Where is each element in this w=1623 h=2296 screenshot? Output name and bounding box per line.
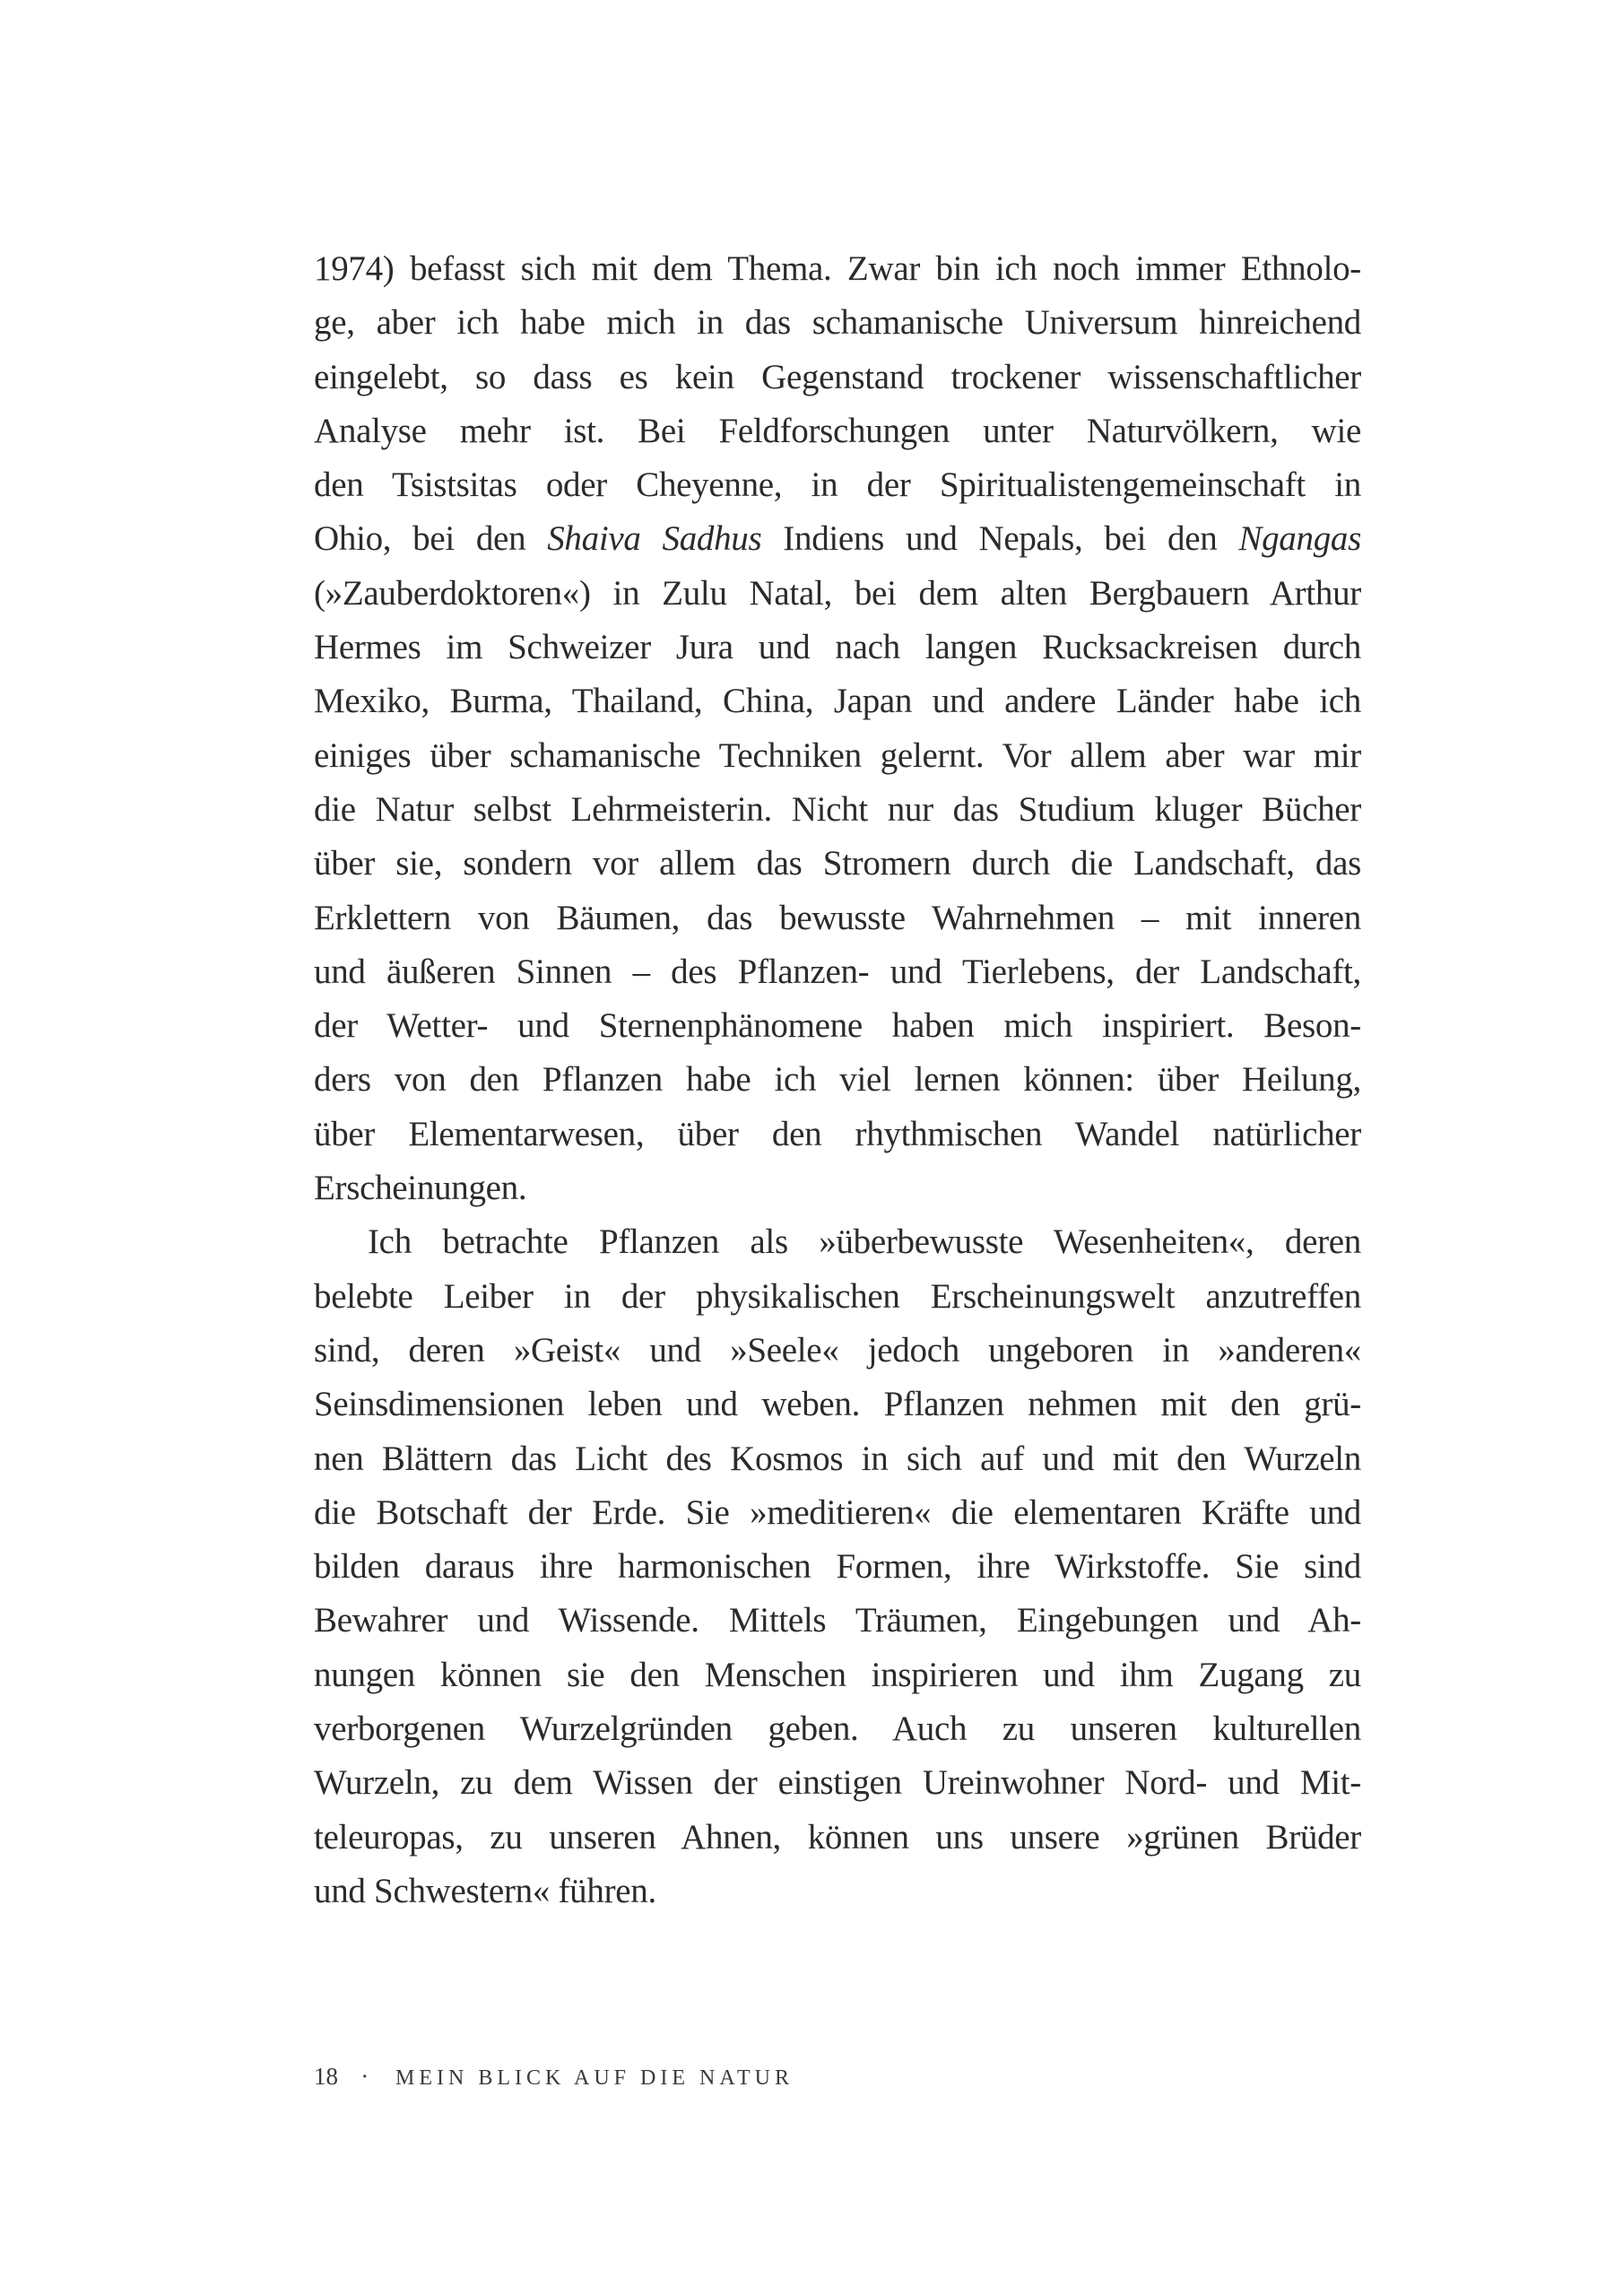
text-line [314, 512, 1361, 566]
text-run: Mexiko, Burma, Thailand, China, Japan und andere Länder habe ich [314, 682, 1361, 721]
page-footer [314, 2063, 794, 2091]
page-number: 18 [314, 2063, 338, 2090]
text-run: die Natur selbst Lehrmeisterin. Nicht nur das Studium kluger Bücher [314, 789, 1361, 829]
text-line [314, 1108, 1361, 1161]
text-line [314, 458, 1361, 512]
text-run: einiges über schamanische Techniken gelernt. Vor allem aber war mir [314, 735, 1361, 775]
text-run: und äußeren Sinnen – des Pflanzen- und Tierlebens, der Landschaft, [314, 952, 1361, 991]
text-line [314, 1215, 1361, 1269]
text-run: verborgenen Wurzelgründen geben. Auch zu unseren kulturellen [314, 1709, 1361, 1749]
text-run: Analyse mehr ist. Bei Feldforschungen unter Naturvölkern, wie [314, 411, 1361, 450]
italic-term: Ngangas [1238, 519, 1361, 559]
text-line [314, 296, 1361, 350]
text-run: Hermes im Schweizer Jura und nach langen Rucksackreisen durch [314, 628, 1361, 667]
text-line [314, 1324, 1361, 1378]
running-title: MEIN BLICK AUF DIE NATUR [395, 2066, 794, 2090]
italic-term: Shaiva Sadhus [547, 519, 762, 559]
text-line [314, 999, 1361, 1053]
text-line [314, 1432, 1361, 1486]
text-run: Erklettern von Bäumen, das bewusste Wahrnehmen – mit inneren [314, 898, 1361, 937]
text-line [314, 1648, 1361, 1702]
text-run: (»Zauberdoktoren«) in Zulu Natal, bei dem alten Bergbauern Arthur [314, 573, 1361, 613]
text-run: Erscheinungen. [314, 1169, 527, 1208]
text-run: belebte Leiber in der physikalischen Erscheinungswelt anzutreffen [314, 1276, 1361, 1316]
text-line [314, 242, 1361, 296]
text-line [314, 1540, 1361, 1594]
footer-separator: · [360, 2063, 373, 2090]
text-run: eingelebt, so dass es kein Gegenstand trockener wissenschaftlicher [314, 357, 1361, 396]
text-line [314, 1270, 1361, 1324]
text-line [314, 567, 1361, 621]
text-line [314, 729, 1361, 783]
text-run: Ich betrachte Pflanzen als »überbewusste Wesenheiten«, deren [368, 1222, 1361, 1262]
text-run: Bewahrer und Wissende. Mittels Träumen, Eingebungen und Ah- [314, 1601, 1361, 1640]
text-line [314, 1053, 1361, 1107]
text-line [314, 674, 1361, 728]
text-run: über Elementarwesen, über den rhythmischen Wandel natürlicher [314, 1114, 1361, 1153]
text-line [314, 1865, 1361, 1918]
text-run: teleuropas, zu unseren Ahnen, können uns unsere »grünen Brüder [314, 1817, 1361, 1857]
text-run: Seinsdimensionen leben und weben. Pflanzen nehmen mit den grü- [314, 1385, 1361, 1424]
text-line [314, 1594, 1361, 1648]
paragraph [314, 1215, 1361, 1918]
text-run: sind, deren »Geist« und »Seele« jedoch ungeboren in »anderen« [314, 1330, 1361, 1370]
text-run: den Tsistsitas oder Cheyenne, in der Spiritualistengemeinschaft in [314, 465, 1361, 505]
text-run: die Botschaft der Erde. Sie »meditieren« die elementaren Kräfte und [314, 1492, 1361, 1532]
text-run: ge, aber ich habe mich in das schamanische Universum hinreichend [314, 303, 1361, 343]
text-line [314, 351, 1361, 404]
text-line [314, 1486, 1361, 1540]
text-run: Wurzeln, zu dem Wissen der einstigen Ureinwohner Nord- und Mit- [314, 1763, 1361, 1803]
text-line [314, 404, 1361, 458]
text-line [314, 783, 1361, 837]
text-line [314, 1161, 1361, 1215]
text-line [314, 1756, 1361, 1810]
page-body [314, 242, 1361, 1918]
paragraph [314, 242, 1361, 1215]
text-line [314, 891, 1361, 945]
text-line [314, 1378, 1361, 1431]
text-run: und Schwestern« führen. [314, 1871, 656, 1910]
text-line [314, 1702, 1361, 1756]
text-run: nen Blättern das Licht des Kosmos in sich auf und mit den Wurzeln [314, 1439, 1361, 1478]
text-line [314, 837, 1361, 891]
text-line [314, 621, 1361, 674]
text-run: 1974) befasst sich mit dem Thema. Zwar bin ich noch immer Ethnolo- [314, 249, 1361, 288]
text-run: ders von den Pflanzen habe ich viel lernen können: über Heilung, [314, 1060, 1361, 1100]
text-run: bilden daraus ihre harmonischen Formen, ihre Wirkstoffe. Sie sind [314, 1547, 1361, 1587]
text-run: Ohio, bei den [314, 519, 548, 559]
text-line [314, 1811, 1361, 1865]
text-line [314, 945, 1361, 999]
text-run: Indiens und Nepals, bei den [761, 519, 1239, 559]
text-run: über sie, sondern vor allem das Stromern durch die Landschaft, das [314, 844, 1361, 883]
text-run: nungen können sie den Menschen inspirieren und ihm Zugang zu [314, 1655, 1361, 1694]
text-run: der Wetter- und Sternenphänomene haben mich inspiriert. Beson- [314, 1006, 1361, 1046]
